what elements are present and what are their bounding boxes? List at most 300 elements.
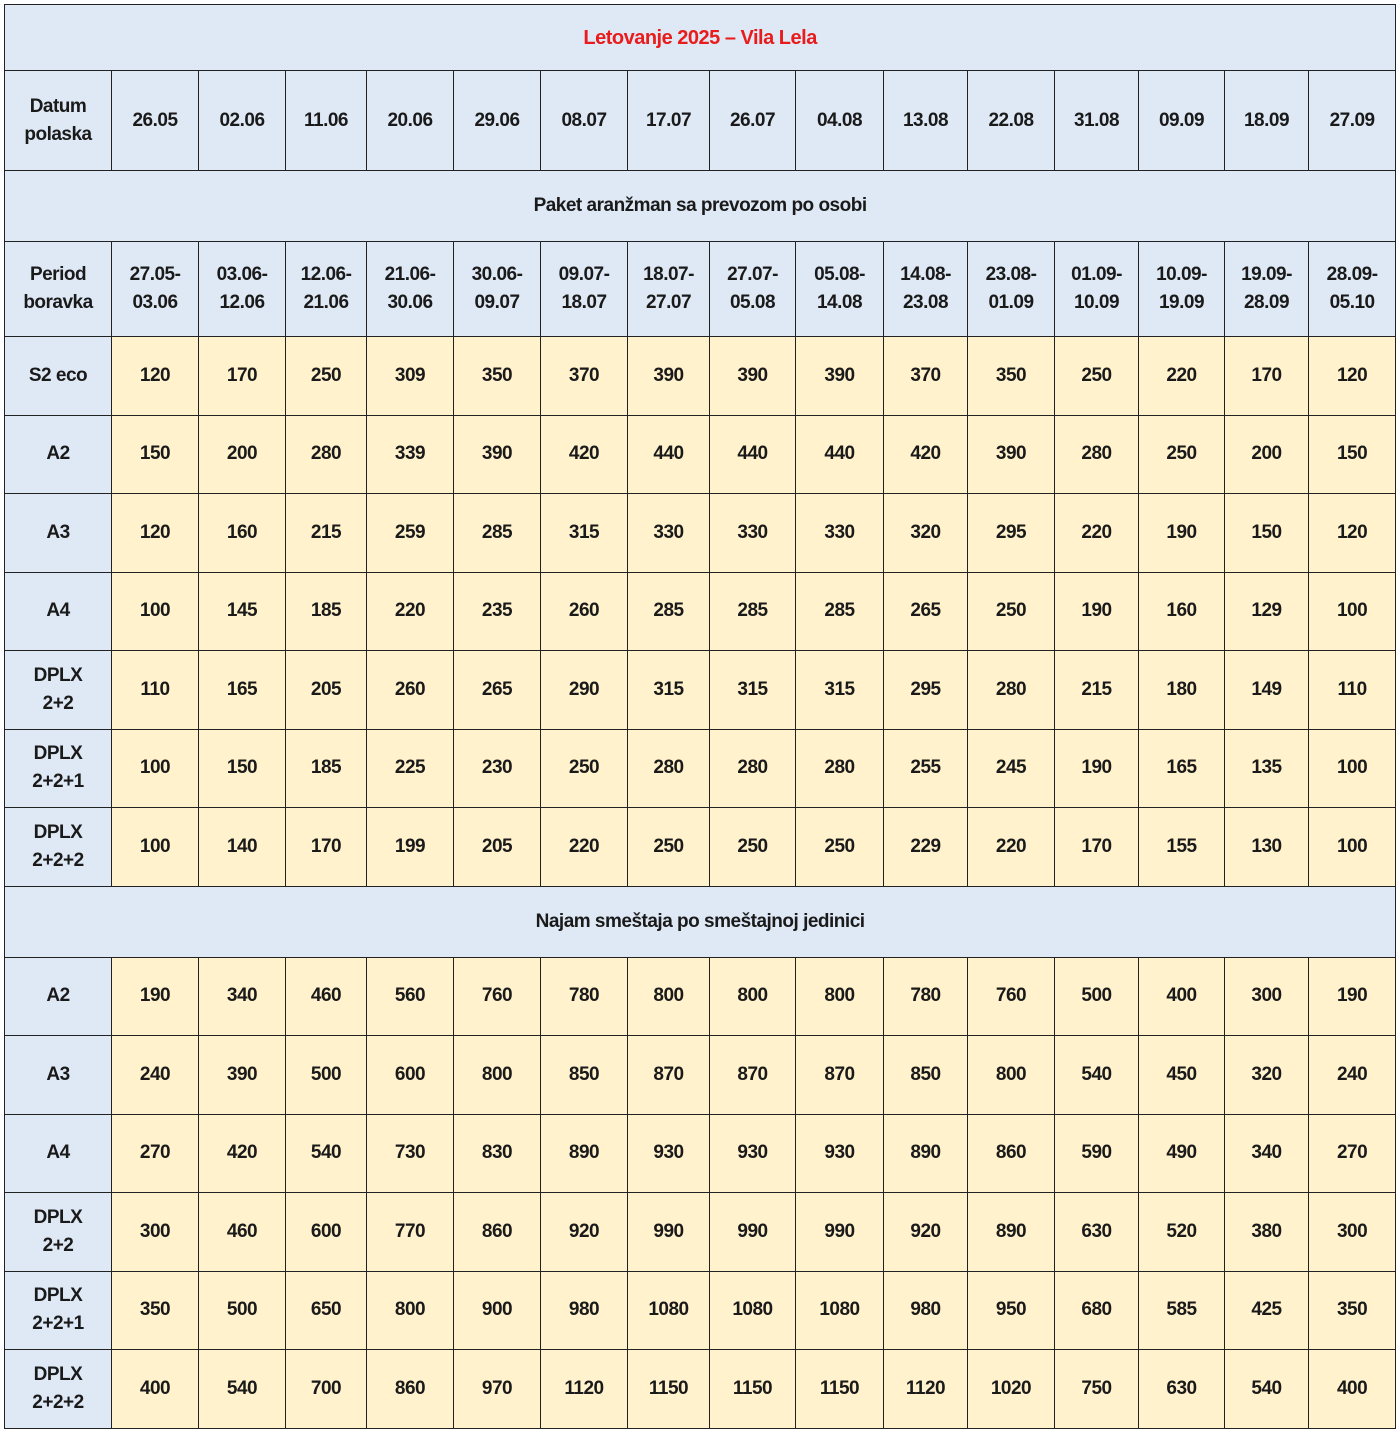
unit-label: [5, 415, 112, 494]
table-row: [5, 337, 1396, 416]
price-cell: 190: [1055, 729, 1139, 808]
price-cell: 215: [1055, 651, 1139, 730]
price-cell: 990: [710, 1193, 796, 1272]
price-cell: 315: [541, 494, 628, 573]
price-cell: 245: [968, 729, 1055, 808]
price-cell: 860: [367, 1350, 454, 1429]
price-cell: 950: [968, 1271, 1055, 1350]
price-cell: 250: [968, 572, 1055, 651]
unit-label-line: DPLX: [33, 1363, 83, 1385]
price-cell: 100: [112, 572, 199, 651]
price-cell: 585: [1139, 1271, 1225, 1350]
price-cell: 920: [541, 1193, 628, 1272]
price-cell: 500: [199, 1271, 286, 1350]
table-title: Letovanje 2025 – Vila Lela: [5, 5, 1396, 71]
table-row: [5, 1193, 1396, 1272]
price-cell: 285: [454, 494, 541, 573]
price-cell: 270: [112, 1114, 199, 1193]
price-cell: 870: [710, 1036, 796, 1115]
price-cell: 295: [884, 651, 968, 730]
price-cell: 870: [628, 1036, 710, 1115]
price-cell: 980: [884, 1271, 968, 1350]
price-cell: 250: [710, 808, 796, 887]
section-title-rental: Najam smeštaja po smeštajnoj jedinici: [5, 886, 1396, 957]
period-range-line: 27.07: [645, 292, 692, 313]
price-cell: 240: [1309, 1036, 1396, 1115]
price-cell: 830: [454, 1114, 541, 1193]
price-cell: 229: [884, 808, 968, 887]
price-cell: 490: [1139, 1114, 1225, 1193]
period-range-line: 09.07: [474, 292, 520, 313]
departure-date: 27.09: [1309, 71, 1396, 171]
period-range-line: 01.09-: [1071, 264, 1122, 285]
period-range-line: 23.08: [902, 292, 949, 313]
price-cell: 390: [968, 415, 1055, 494]
period-range: [199, 242, 286, 337]
period-range-line: 10.09-: [1156, 264, 1207, 285]
section-title-package: Paket aranžman sa prevozom po osobi: [5, 171, 1396, 242]
price-cell: 260: [367, 651, 454, 730]
price-cell: 220: [1139, 337, 1225, 416]
price-cell: 350: [112, 1271, 199, 1350]
price-cell: 330: [796, 494, 884, 573]
price-cell: 190: [1309, 957, 1396, 1036]
price-cell: 380: [1225, 1193, 1309, 1272]
period-range: [1225, 242, 1309, 337]
price-cell: 370: [884, 337, 968, 416]
price-cell: 215: [286, 494, 367, 573]
period-range-line: 19.09: [1158, 292, 1205, 313]
departure-date: 11.06: [286, 71, 367, 171]
price-cell: 140: [199, 808, 286, 887]
price-cell: 205: [286, 651, 367, 730]
table-row: [5, 1036, 1396, 1115]
table-row: [5, 415, 1396, 494]
unit-label: [5, 494, 112, 573]
departure-date: 18.09: [1225, 71, 1309, 171]
table-row: [5, 808, 1396, 887]
price-cell: 160: [199, 494, 286, 573]
price-cell: 420: [884, 415, 968, 494]
price-cell: 750: [1055, 1350, 1139, 1429]
departure-date: 29.06: [454, 71, 541, 171]
departure-label: [5, 71, 112, 171]
departure-label-line: polaska: [24, 123, 92, 145]
price-cell: 259: [367, 494, 454, 573]
price-cell: 770: [367, 1193, 454, 1272]
price-table: [4, 4, 1396, 1429]
price-cell: 110: [112, 651, 199, 730]
price-cell: 149: [1225, 651, 1309, 730]
price-cell: 265: [454, 651, 541, 730]
price-cell: 255: [884, 729, 968, 808]
price-cell: 970: [454, 1350, 541, 1429]
price-cell: 150: [112, 415, 199, 494]
period-range-line: 14.08-: [900, 264, 951, 285]
price-cell: 930: [710, 1114, 796, 1193]
price-cell: 630: [1055, 1193, 1139, 1272]
price-cell: 350: [968, 337, 1055, 416]
unit-label-line: S2 eco: [28, 364, 88, 386]
price-cell: 260: [541, 572, 628, 651]
departure-date: 02.06: [199, 71, 286, 171]
period-range: [1055, 242, 1139, 337]
price-cell: 1080: [628, 1271, 710, 1350]
period-range: [1309, 242, 1396, 337]
period-range-line: 28.09-: [1326, 264, 1378, 285]
price-cell: 800: [796, 957, 884, 1036]
period-range-line: 21.06-: [384, 264, 436, 285]
price-cell: 199: [367, 808, 454, 887]
unit-label-line: 2+2+2: [32, 849, 84, 871]
price-cell: 540: [199, 1350, 286, 1429]
period-range-line: 18.07: [561, 292, 607, 313]
price-cell: 420: [541, 415, 628, 494]
period-range-line: 27.07-: [727, 264, 778, 285]
table-row: [5, 957, 1396, 1036]
price-cell: 339: [367, 415, 454, 494]
price-cell: 350: [454, 337, 541, 416]
price-cell: 890: [884, 1114, 968, 1193]
price-cell: 330: [710, 494, 796, 573]
period-range: [367, 242, 454, 337]
price-cell: 860: [454, 1193, 541, 1272]
price-cell: 170: [199, 337, 286, 416]
price-cell: 250: [628, 808, 710, 887]
period-range: [454, 242, 541, 337]
price-cell: 200: [199, 415, 286, 494]
price-cell: 200: [1225, 415, 1309, 494]
unit-label: [5, 1036, 112, 1115]
price-cell: 450: [1139, 1036, 1225, 1115]
period-range-line: 12.06-: [300, 264, 352, 285]
period-range: [541, 242, 628, 337]
unit-label-line: DPLX: [33, 743, 83, 765]
price-cell: 150: [1225, 494, 1309, 573]
price-cell: 220: [1055, 494, 1139, 573]
departure-date: 20.06: [367, 71, 454, 171]
price-cell: 500: [1055, 957, 1139, 1036]
unit-label: [5, 1193, 112, 1272]
period-range-line: 30.06: [387, 292, 433, 313]
price-cell: 920: [884, 1193, 968, 1272]
unit-label: [5, 337, 112, 416]
departure-date: 04.08: [796, 71, 884, 171]
price-cell: 225: [367, 729, 454, 808]
price-cell: 390: [454, 415, 541, 494]
period-row: [5, 242, 1396, 337]
price-cell: 460: [199, 1193, 286, 1272]
period-range-line: 14.08: [816, 292, 863, 313]
price-cell: 300: [1225, 957, 1309, 1036]
period-label-line: Period: [29, 264, 87, 285]
table-row: [5, 494, 1396, 573]
period-range-line: 18.07-: [643, 264, 694, 285]
price-cell: 110: [1309, 651, 1396, 730]
price-cell: 425: [1225, 1271, 1309, 1350]
table-row: [5, 1271, 1396, 1350]
price-cell: 1150: [796, 1350, 884, 1429]
price-cell: 930: [628, 1114, 710, 1193]
unit-label-line: DPLX: [33, 821, 83, 843]
price-cell: 165: [199, 651, 286, 730]
price-cell: 650: [286, 1271, 367, 1350]
price-cell: 130: [1225, 808, 1309, 887]
price-cell: 280: [628, 729, 710, 808]
period-range-line: 05.08: [729, 292, 776, 313]
price-cell: 100: [1309, 808, 1396, 887]
price-cell: 280: [286, 415, 367, 494]
period-range: [286, 242, 367, 337]
price-cell: 540: [1225, 1350, 1309, 1429]
departure-date: 26.05: [112, 71, 199, 171]
price-cell: 150: [199, 729, 286, 808]
departure-date: 17.07: [628, 71, 710, 171]
unit-label-line: A3: [46, 1063, 70, 1085]
price-cell: 560: [367, 957, 454, 1036]
period-range-line: 10.09: [1073, 292, 1120, 313]
period-label-line: boravka: [23, 292, 93, 313]
price-cell: 420: [199, 1114, 286, 1193]
table-row: [5, 651, 1396, 730]
unit-label-line: DPLX: [33, 1285, 83, 1307]
price-cell: 315: [710, 651, 796, 730]
price-cell: 280: [968, 651, 1055, 730]
price-cell: 1020: [968, 1350, 1055, 1429]
unit-label-line: 2+2: [42, 1234, 74, 1256]
price-cell: 760: [454, 957, 541, 1036]
table-row: [5, 729, 1396, 808]
price-cell: 400: [1139, 957, 1225, 1036]
price-cell: 120: [1309, 494, 1396, 573]
price-cell: 145: [199, 572, 286, 651]
price-cell: 190: [1055, 572, 1139, 651]
price-cell: 1080: [710, 1271, 796, 1350]
price-cell: 129: [1225, 572, 1309, 651]
price-cell: 285: [628, 572, 710, 651]
price-cell: 930: [796, 1114, 884, 1193]
price-cell: 220: [367, 572, 454, 651]
price-cell: 780: [884, 957, 968, 1036]
price-cell: 900: [454, 1271, 541, 1350]
period-label: [5, 242, 112, 337]
price-cell: 600: [367, 1036, 454, 1115]
price-cell: 230: [454, 729, 541, 808]
price-cell: 100: [1309, 729, 1396, 808]
price-cell: 295: [968, 494, 1055, 573]
period-range-line: 03.06-: [216, 264, 268, 285]
price-cell: 250: [541, 729, 628, 808]
price-cell: 309: [367, 337, 454, 416]
price-cell: 1150: [710, 1350, 796, 1429]
price-cell: 150: [1309, 415, 1396, 494]
price-cell: 340: [1225, 1114, 1309, 1193]
price-cell: 540: [1055, 1036, 1139, 1115]
price-cell: 315: [628, 651, 710, 730]
price-cell: 1150: [628, 1350, 710, 1429]
price-cell: 800: [968, 1036, 1055, 1115]
price-cell: 160: [1139, 572, 1225, 651]
price-cell: 850: [541, 1036, 628, 1115]
price-cell: 780: [541, 957, 628, 1036]
price-cell: 870: [796, 1036, 884, 1115]
unit-label: [5, 1350, 112, 1429]
price-cell: 350: [1309, 1271, 1396, 1350]
price-cell: 280: [710, 729, 796, 808]
unit-label-line: DPLX: [33, 1206, 83, 1228]
price-cell: 300: [1309, 1193, 1396, 1272]
price-cell: 190: [1139, 494, 1225, 573]
price-cell: 285: [796, 572, 884, 651]
price-cell: 800: [628, 957, 710, 1036]
price-cell: 290: [541, 651, 628, 730]
price-cell: 390: [796, 337, 884, 416]
period-range: [1139, 242, 1225, 337]
price-cell: 540: [286, 1114, 367, 1193]
unit-label-line: A2: [46, 443, 70, 465]
price-cell: 170: [1055, 808, 1139, 887]
price-cell: 250: [1055, 337, 1139, 416]
price-cell: 520: [1139, 1193, 1225, 1272]
period-range-line: 01.09: [988, 292, 1034, 313]
unit-label-line: 2+2+1: [32, 771, 84, 793]
unit-label-line: 2+2+2: [32, 1391, 84, 1413]
departure-date: 09.09: [1139, 71, 1225, 171]
price-cell: 185: [286, 572, 367, 651]
price-cell: 390: [710, 337, 796, 416]
departure-date: 13.08: [884, 71, 968, 171]
period-range-line: 21.06: [303, 292, 349, 313]
price-cell: 180: [1139, 651, 1225, 730]
price-cell: 300: [112, 1193, 199, 1272]
period-range-line: 30.06-: [471, 264, 523, 285]
price-cell: 370: [541, 337, 628, 416]
title-row: [5, 5, 1396, 71]
price-cell: 460: [286, 957, 367, 1036]
price-cell: 170: [286, 808, 367, 887]
price-cell: 220: [541, 808, 628, 887]
price-cell: 890: [968, 1193, 1055, 1272]
period-range-line: 19.09-: [1241, 264, 1292, 285]
price-cell: 440: [710, 415, 796, 494]
period-range-line: 09.07-: [558, 264, 610, 285]
price-cell: 990: [628, 1193, 710, 1272]
price-cell: 155: [1139, 808, 1225, 887]
price-cell: 320: [1225, 1036, 1309, 1115]
price-cell: 280: [796, 729, 884, 808]
price-cell: 280: [1055, 415, 1139, 494]
period-range-line: 12.06: [219, 292, 265, 313]
price-cell: 760: [968, 957, 1055, 1036]
period-range: [884, 242, 968, 337]
price-cell: 500: [286, 1036, 367, 1115]
section-title-rental-row: [5, 886, 1396, 957]
unit-label: [5, 729, 112, 808]
price-cell: 1120: [541, 1350, 628, 1429]
price-cell: 235: [454, 572, 541, 651]
price-cell: 390: [199, 1036, 286, 1115]
price-cell: 800: [367, 1271, 454, 1350]
unit-label: [5, 572, 112, 651]
price-cell: 100: [112, 808, 199, 887]
price-cell: 315: [796, 651, 884, 730]
price-cell: 630: [1139, 1350, 1225, 1429]
period-range: [968, 242, 1055, 337]
period-range: [628, 242, 710, 337]
departure-date: 26.07: [710, 71, 796, 171]
price-cell: 100: [1309, 572, 1396, 651]
price-cell: 135: [1225, 729, 1309, 808]
period-range: [112, 242, 199, 337]
departure-date: 31.08: [1055, 71, 1139, 171]
period-range: [796, 242, 884, 337]
departure-label-line: Datum: [29, 95, 87, 117]
table-row: [5, 1350, 1396, 1429]
period-range-line: 03.06: [132, 292, 178, 313]
price-cell: 990: [796, 1193, 884, 1272]
unit-label-line: A4: [46, 600, 70, 622]
price-cell: 205: [454, 808, 541, 887]
price-cell: 220: [968, 808, 1055, 887]
price-cell: 240: [112, 1036, 199, 1115]
unit-label-line: 2+2: [42, 692, 74, 714]
price-cell: 440: [796, 415, 884, 494]
price-cell: 120: [1309, 337, 1396, 416]
price-cell: 100: [112, 729, 199, 808]
period-range: [710, 242, 796, 337]
table-row: [5, 572, 1396, 651]
price-cell: 400: [112, 1350, 199, 1429]
unit-label-line: A3: [46, 521, 70, 543]
departure-row: [5, 71, 1396, 171]
price-cell: 250: [1139, 415, 1225, 494]
unit-label: [5, 957, 112, 1036]
table-row: [5, 1114, 1396, 1193]
unit-label-line: 2+2+1: [32, 1313, 84, 1335]
price-cell: 1120: [884, 1350, 968, 1429]
price-cell: 320: [884, 494, 968, 573]
period-range-line: 05.08-: [814, 264, 865, 285]
unit-label: [5, 808, 112, 887]
unit-label-line: DPLX: [33, 664, 83, 686]
price-cell: 860: [968, 1114, 1055, 1193]
price-cell: 330: [628, 494, 710, 573]
departure-date: 22.08: [968, 71, 1055, 171]
period-range-line: 28.09: [1243, 292, 1290, 313]
price-cell: 185: [286, 729, 367, 808]
price-cell: 1080: [796, 1271, 884, 1350]
price-cell: 890: [541, 1114, 628, 1193]
price-cell: 800: [710, 957, 796, 1036]
period-range-line: 27.05-: [129, 264, 181, 285]
section-title-package-row: [5, 171, 1396, 242]
price-cell: 270: [1309, 1114, 1396, 1193]
price-cell: 265: [884, 572, 968, 651]
price-cell: 850: [884, 1036, 968, 1115]
price-cell: 600: [286, 1193, 367, 1272]
price-cell: 700: [286, 1350, 367, 1429]
price-cell: 165: [1139, 729, 1225, 808]
price-cell: 590: [1055, 1114, 1139, 1193]
price-cell: 340: [199, 957, 286, 1036]
unit-label-line: A2: [46, 985, 70, 1007]
price-cell: 400: [1309, 1350, 1396, 1429]
price-cell: 730: [367, 1114, 454, 1193]
departure-date: 08.07: [541, 71, 628, 171]
price-cell: 390: [628, 337, 710, 416]
unit-label: [5, 651, 112, 730]
price-cell: 285: [710, 572, 796, 651]
